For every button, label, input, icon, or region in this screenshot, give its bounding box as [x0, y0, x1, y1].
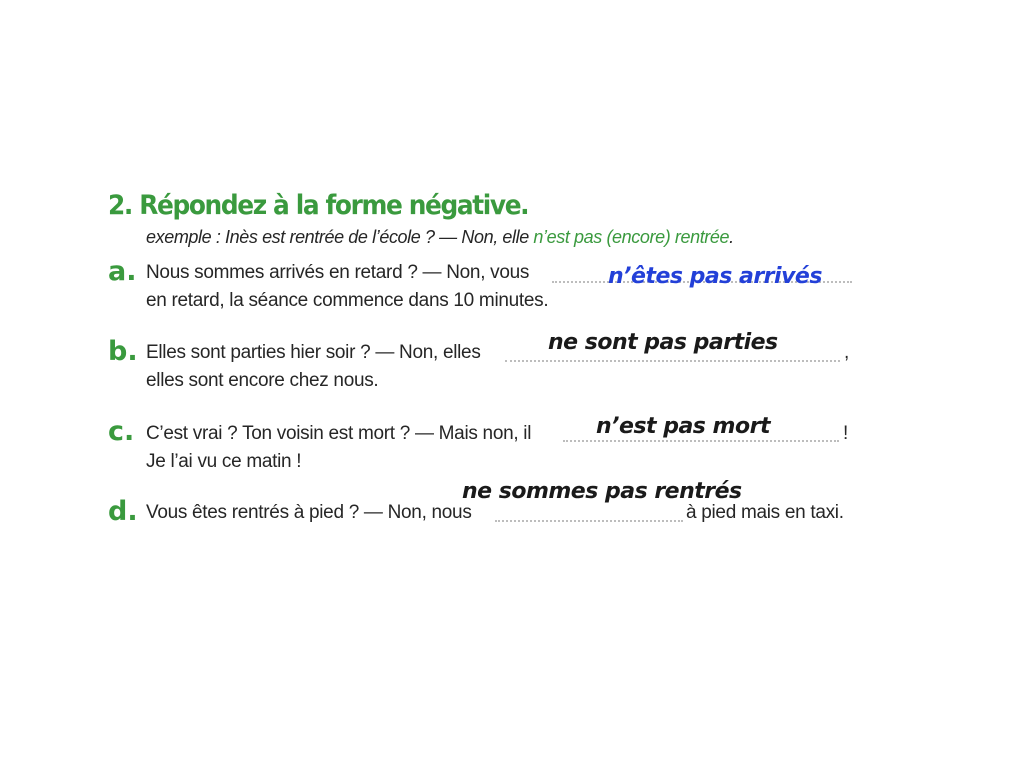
item-b-question: Elles sont parties hier soir ? — Non, elles: [146, 342, 481, 363]
item-c-letter: c.: [108, 416, 135, 447]
item-d-blank[interactable]: [495, 520, 683, 522]
item-b-letter: b.: [108, 336, 138, 367]
item-b-blank[interactable]: [505, 360, 840, 362]
item-d-question: Vous êtes rentrés à pied ? — Non, nous: [146, 502, 472, 523]
item-b-punct: ,: [844, 342, 850, 363]
example-suffix: .: [729, 227, 734, 247]
example-line: [146, 227, 734, 248]
item-a-line2: en retard, la séance commence dans 10 minutes.: [146, 290, 549, 311]
item-a-question: Nous sommes arrivés en retard ? — Non, vous: [146, 262, 530, 283]
item-c-answer: n’est pas mort: [596, 414, 770, 439]
item-b-answer: ne sont pas parties: [548, 330, 778, 355]
item-a-letter: a.: [108, 256, 137, 287]
item-a-answer: n’êtes pas arrivés: [608, 264, 822, 289]
exercise-title: 2. Répondez à la forme négative.: [108, 190, 529, 221]
item-c-question: C’est vrai ? Ton voisin est mort ? — Mais non, il: [146, 423, 532, 444]
example-answer: n’est pas (encore) rentrée: [533, 227, 730, 247]
item-d-after-blank: à pied mais en taxi.: [686, 502, 844, 523]
item-b-line2: elles sont encore chez nous.: [146, 370, 379, 391]
item-c-blank[interactable]: [563, 440, 839, 442]
item-c-punct: !: [843, 423, 849, 444]
item-d-answer: ne sommes pas rentrés: [462, 479, 742, 504]
example-prefix: exemple : Inès est rentrée de l’école ? — Non, elle: [146, 227, 534, 247]
item-d-letter: d.: [108, 496, 138, 527]
item-c-line2: Je l’ai vu ce matin !: [146, 451, 302, 472]
